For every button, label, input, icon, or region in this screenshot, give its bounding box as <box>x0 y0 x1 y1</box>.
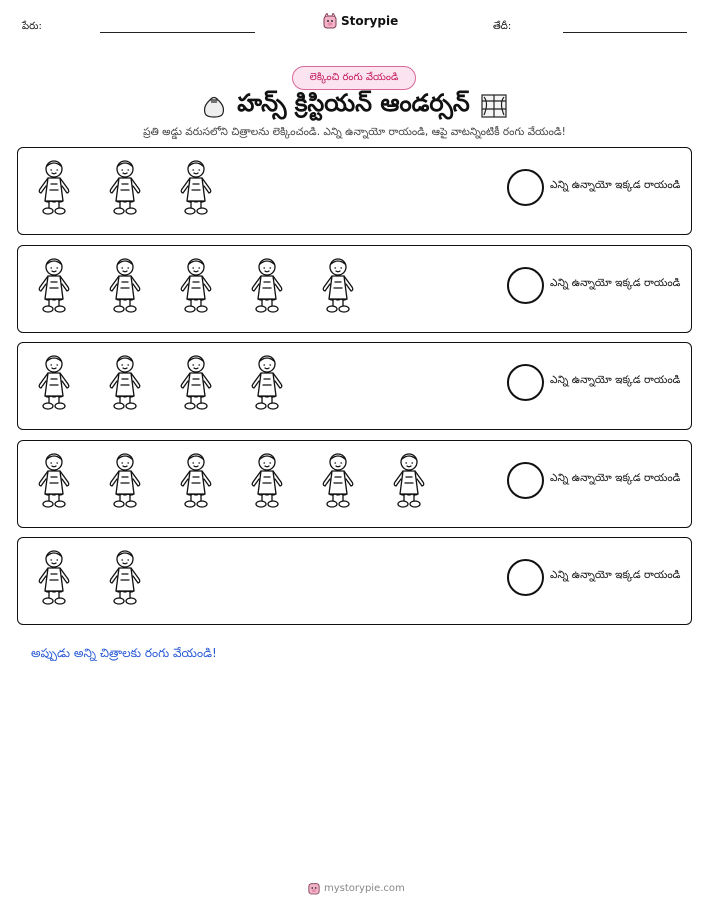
child-figure-icon[interactable] <box>172 353 220 411</box>
figure-group <box>30 158 220 216</box>
child-figure-icon[interactable] <box>243 451 291 509</box>
child-figure-icon[interactable] <box>101 451 149 509</box>
child-figure-icon[interactable] <box>314 256 362 314</box>
count-row <box>17 537 692 625</box>
child-figure-icon[interactable] <box>385 451 433 509</box>
answer-prompt: ఎన్ని ఉన్నాయో ఇక్కడ రాయండి <box>550 472 681 484</box>
title-row <box>0 89 709 123</box>
answer-prompt: ఎన్ని ఉన్నాయో ఇక్కడ రాయండి <box>550 374 681 386</box>
money-bag-icon <box>201 93 227 119</box>
footer-site: mystorypie.com <box>324 882 405 894</box>
child-figure-icon[interactable] <box>101 548 149 606</box>
child-figure-icon[interactable] <box>314 451 362 509</box>
window-icon <box>480 93 508 119</box>
pig-mascot-icon <box>323 13 337 29</box>
pig-mascot-icon <box>308 881 320 895</box>
answer-prompt: ఎన్ని ఉన్నాయో ఇక్కడ రాయండి <box>550 569 681 581</box>
child-figure-icon[interactable] <box>172 256 220 314</box>
figure-group <box>30 451 433 509</box>
answer-prompt: ఎన్ని ఉన్నాయో ఇక్కడ రాయండి <box>550 179 681 191</box>
date-label: తేదీ: <box>493 21 512 32</box>
answer-prompt: ఎన్ని ఉన్నాయో ఇక్కడ రాయండి <box>550 277 681 289</box>
figure-group <box>30 548 149 606</box>
child-figure-icon[interactable] <box>243 353 291 411</box>
brand-name: Storypie <box>341 14 399 28</box>
child-figure-icon[interactable] <box>243 256 291 314</box>
child-figure-icon[interactable] <box>172 451 220 509</box>
footer-brand <box>308 881 405 895</box>
child-figure-icon[interactable] <box>30 548 78 606</box>
answer-circle[interactable] <box>507 559 544 596</box>
name-line[interactable] <box>100 32 255 33</box>
footer-message: అప్పుడు అన్ని చిత్రాలకు రంగు వేయండి! <box>31 646 217 660</box>
count-row <box>17 342 692 430</box>
child-figure-icon[interactable] <box>30 256 78 314</box>
child-figure-icon[interactable] <box>172 158 220 216</box>
child-figure-icon[interactable] <box>101 158 149 216</box>
child-figure-icon[interactable] <box>30 451 78 509</box>
name-label: పేరు: <box>22 21 42 32</box>
figure-group <box>30 256 362 314</box>
count-row <box>17 440 692 528</box>
child-figure-icon[interactable] <box>101 256 149 314</box>
answer-circle[interactable] <box>507 462 544 499</box>
count-row <box>17 147 692 235</box>
answer-circle[interactable] <box>507 169 544 206</box>
answer-circle[interactable] <box>507 364 544 401</box>
instructions: ప్రతి అడ్డు వరుసలోని చిత్రాలను లెక్కించండి. ఎన్ని ఉన్నాయో రాయండి, ఆపై వాటన్నింటికీ రంగు వేయండి! <box>143 126 566 138</box>
child-figure-icon[interactable] <box>30 158 78 216</box>
figure-group <box>30 353 291 411</box>
count-row <box>17 245 692 333</box>
answer-circle[interactable] <box>507 267 544 304</box>
child-figure-icon[interactable] <box>101 353 149 411</box>
date-line[interactable] <box>563 32 687 33</box>
child-figure-icon[interactable] <box>30 353 78 411</box>
page-title: హన్స్ క్రిస్టియన్ ఆండర్సన్ <box>237 89 470 117</box>
brand-logo <box>323 13 398 29</box>
activity-badge: లెక్కించి రంగు వేయండి <box>292 66 416 90</box>
